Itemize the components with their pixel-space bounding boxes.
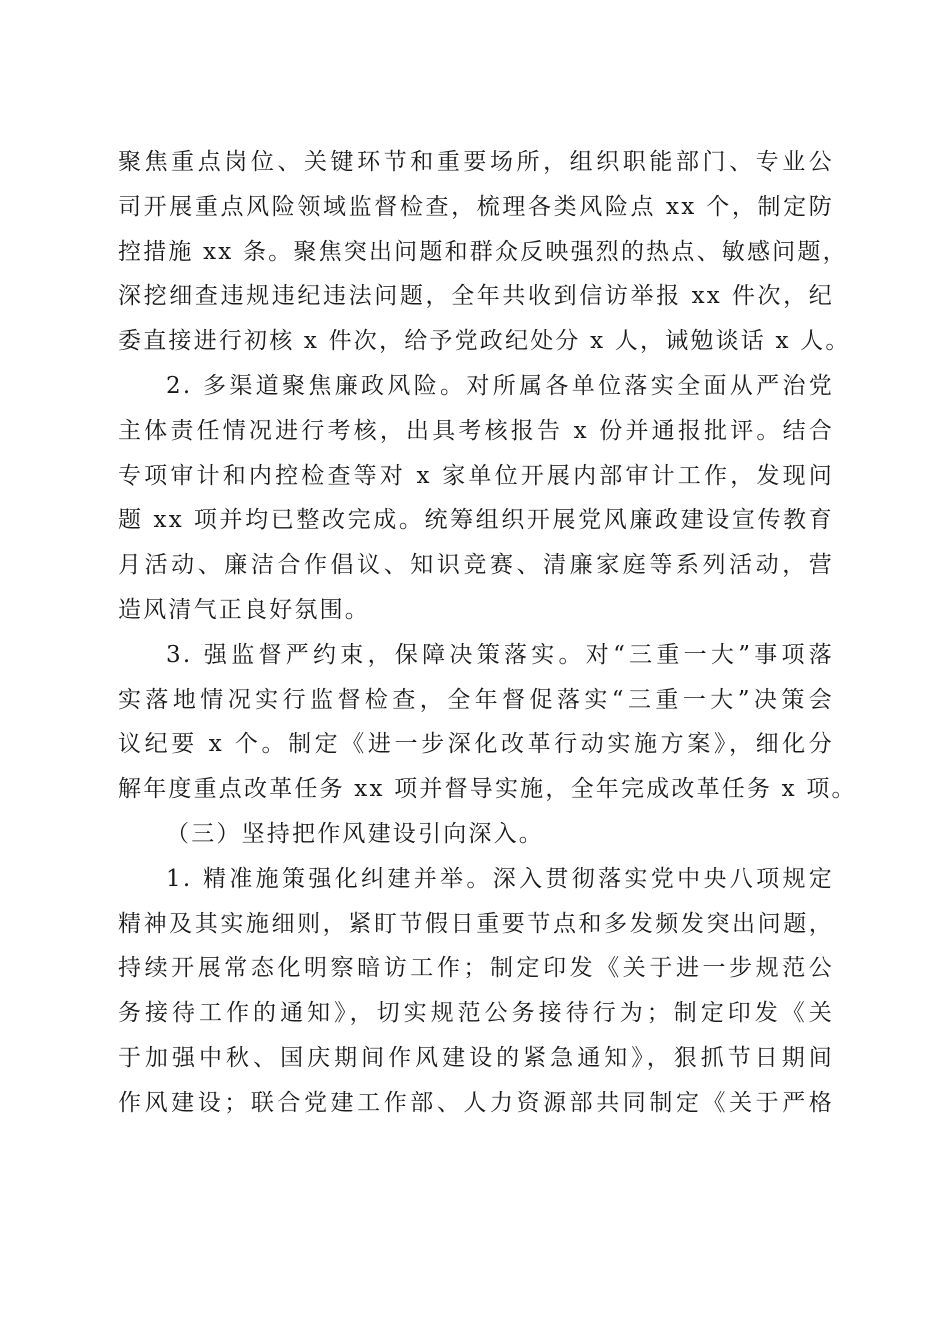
text-line: 于加强中秋、国庆期间作风建设的紧急通知》，狠抓节日期间 (118, 1044, 834, 1071)
text-line: 主体责任情况进行考核，出具考核报告 x 份并通报批评。结合 (118, 417, 834, 444)
text-line: 实落地情况实行监督检查，全年督促落实“三重一大”决策会 (118, 686, 834, 713)
item-3-heading-line: 3. 强监督严约束，保障决策落实。对“三重一大”事项落 (166, 641, 834, 668)
text-line: 造风清气正良好氛围。 (118, 596, 370, 623)
text-line: 题 xx 项并均已整改完成。统筹组织开展党风廉政建设宣传教育 (118, 507, 834, 534)
text-line: 作风建设；联合党建工作部、人力资源部共同制定《关于严格 (118, 1089, 834, 1116)
text-line: 委直接进行初核 x 件次，给予党政纪处分 x 人，诫勉谈话 x 人。 (118, 328, 851, 355)
text-line: 月活动、廉洁合作倡议、知识竞赛、清廉家庭等系列活动，营 (118, 552, 834, 579)
text-line: 议纪要 x 个。制定《进一步深化改革行动实施方案》，细化分 (118, 731, 834, 758)
text-line: 聚焦重点岗位、关键环节和重要场所，组织职能部门、专业公 (118, 149, 834, 175)
text-line: 精神及其实施细则，紧盯节假日重要节点和多发频发突出问题， (118, 910, 834, 937)
document-body (118, 140, 857, 1126)
text-line: 持续开展常态化明察暗访工作；制定印发《关于进一步规范公 (118, 955, 834, 982)
text-line: 解年度重点改革任务 xx 项并督导实施，全年完成改革任务 x 项。 (118, 776, 857, 803)
item-1-heading-line: 1. 精准施策强化纠建并举。深入贯彻落实党中央八项规定 (166, 865, 834, 892)
text-line: 控措施 xx 条。聚焦突出问题和群众反映强烈的热点、敏感问题， (118, 238, 848, 265)
item-2-heading-line: 2. 多渠道聚焦廉政风险。对所属各单位落实全面从严治党 (166, 372, 834, 399)
text-line: 司开展重点风险领域监督检查，梳理各类风险点 xx 个，制定防 (118, 193, 834, 220)
section-heading: （三）坚持把作风建设引向深入。 (166, 820, 544, 847)
text-line: 务接待工作的通知》，切实规范公务接待行为；制定印发《关 (118, 1000, 834, 1027)
text-line: 深挖细查违规违纪违法问题，全年共收到信访举报 xx 件次，纪 (118, 283, 834, 310)
text-line: 专项审计和内控检查等对 x 家单位开展内部审计工作，发现问 (118, 462, 834, 489)
